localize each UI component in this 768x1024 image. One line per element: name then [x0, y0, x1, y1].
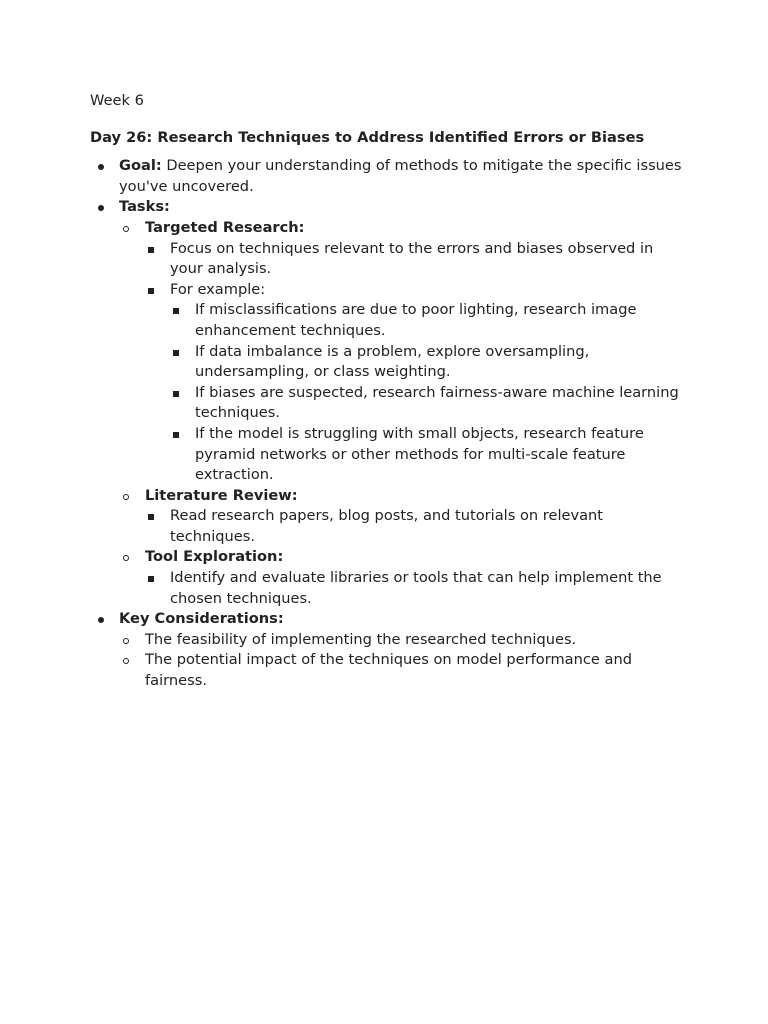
- list-item-text: The potential impact of the techniques on model performance and fairness.: [145, 651, 632, 690]
- literature-review-list: [145, 506, 690, 547]
- targeted-research-item: [119, 218, 690, 486]
- list-item: [170, 424, 690, 486]
- list-item-text: If the model is struggling with small objects, research feature pyramid networks or other methods for multi-scale feature extraction.: [195, 424, 644, 484]
- tool-exploration-label: Tool Exploration:: [145, 548, 284, 566]
- goal-label: Goal:: [119, 157, 162, 175]
- week-heading: Week 6: [90, 92, 144, 109]
- document-content: [90, 91, 690, 692]
- list-item-text: If biases are suspected, research fairness-aware machine learning techniques.: [195, 383, 679, 422]
- list-item: [145, 506, 690, 547]
- list-item: [170, 383, 690, 424]
- tasks-label: Tasks:: [119, 198, 170, 216]
- goal-text: Deepen your understanding of methods to mitigate the specific issues you've uncovered.: [119, 157, 682, 195]
- literature-review-item: [119, 486, 690, 548]
- list-item-text: Read research papers, blog posts, and tutorials on relevant techniques.: [170, 507, 604, 545]
- for-example-item: [145, 280, 690, 486]
- key-considerations-list: [119, 630, 690, 692]
- list-item: [170, 300, 690, 341]
- for-example-label: For example:: [170, 280, 266, 298]
- goal-item: [90, 156, 690, 197]
- tasks-item: [90, 197, 690, 609]
- list-item-text: If data imbalance is a problem, explore oversampling, undersampling, or class weighting.: [195, 342, 590, 381]
- examples-list: [170, 300, 690, 485]
- literature-review-label: Literature Review:: [145, 486, 298, 504]
- key-considerations-label: Key Considerations:: [119, 610, 284, 628]
- list-item: [145, 239, 690, 280]
- targeted-research-label: Targeted Research:: [145, 218, 305, 236]
- key-considerations-item: [90, 609, 690, 691]
- tool-exploration-list: [145, 568, 690, 609]
- main-list: [90, 156, 690, 691]
- list-item: [119, 630, 690, 651]
- list-item-text: The feasibility of implementing the researched techniques.: [145, 630, 577, 648]
- tool-exploration-item: [119, 547, 690, 609]
- list-item-text: If misclassifications are due to poor lighting, research image enhancement techniques.: [195, 301, 637, 339]
- list-item: [170, 342, 690, 383]
- tasks-list: [119, 218, 690, 609]
- list-item: [119, 650, 690, 691]
- targeted-research-list: [145, 239, 690, 486]
- list-item-text: Identify and evaluate libraries or tools that can help implement the chosen techniques.: [170, 569, 662, 607]
- list-item-text: Focus on techniques relevant to the errors and biases observed in your analysis.: [170, 239, 654, 278]
- list-item: [145, 568, 690, 609]
- day-title: Day 26: Research Techniques to Address Identified Errors or Biases: [90, 128, 645, 146]
